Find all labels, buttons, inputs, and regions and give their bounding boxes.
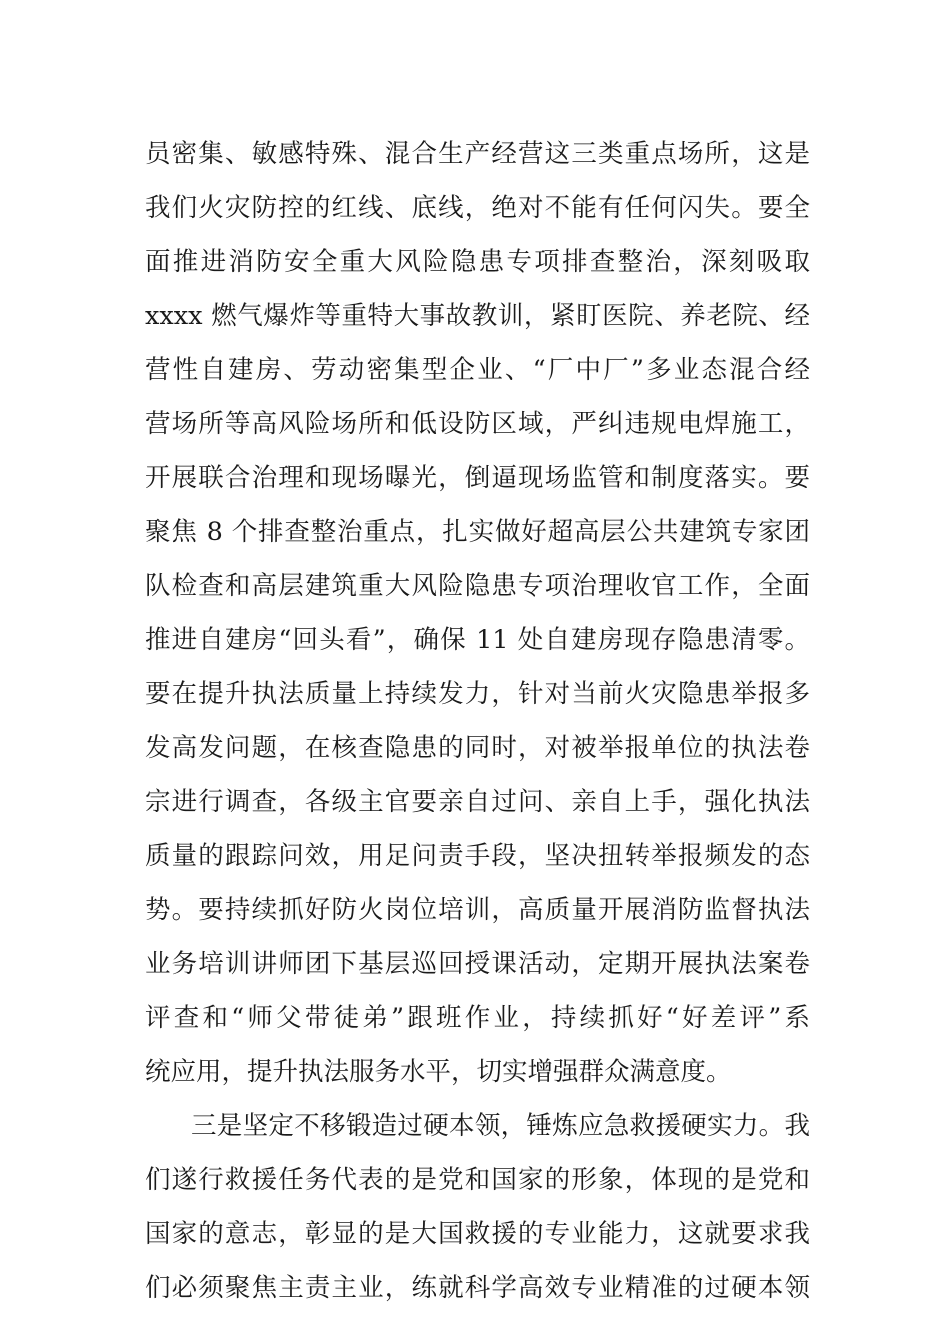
text-line: 统应用，提升执法服务水平，切实增强群众满意度。 <box>145 1057 732 1087</box>
text-line: 业务培训讲师团下基层巡回授课活动，定期开展执法案卷 <box>145 949 810 979</box>
text-line: 推进自建房“回头看”，确保 11 处自建房现存隐患清零。 <box>145 625 810 655</box>
text-line: 质量的跟踪问效，用足问责手段，坚决扭转举报频发的态 <box>145 841 810 871</box>
paragraph <box>145 127 810 1099</box>
paragraph <box>145 1099 810 1315</box>
text-line: xxxx 燃气爆炸等重特大事故教训，紧盯医院、养老院、经 <box>145 301 810 331</box>
text-line: 营性自建房、劳动密集型企业、“厂中厂”多业态混合经 <box>145 355 810 385</box>
text-line: 势。要持续抓好防火岗位培训，高质量开展消防监督执法 <box>145 895 810 925</box>
text-line: 开展联合治理和现场曝光，倒逼现场监管和制度落实。要 <box>145 463 810 493</box>
text-line: 们必须聚焦主责主业，练就科学高效专业精准的过硬本领 <box>145 1273 810 1303</box>
text-line: 评查和“师父带徒弟”跟班作业，持续抓好“好差评”系 <box>145 1003 810 1033</box>
text-line: 要在提升执法质量上持续发力，针对当前火灾隐患举报多 <box>145 679 810 709</box>
text-line: 宗进行调查，各级主官要亲自过问、亲自上手，强化执法 <box>145 787 810 817</box>
text-line: 员密集、敏感特殊、混合生产经营这三类重点场所，这是 <box>145 139 810 169</box>
text-line: 们遂行救援任务代表的是党和国家的形象，体现的是党和 <box>145 1165 810 1195</box>
text-line: 发高发问题，在核查隐患的同时，对被举报单位的执法卷 <box>145 733 810 763</box>
text-line: 我们火灾防控的红线、底线，绝对不能有任何闪失。要全 <box>145 193 810 223</box>
text-line: 面推进消防安全重大风险隐患专项排查整治，深刻吸取 <box>145 247 810 277</box>
text-line: 国家的意志，彰显的是大国救援的专业能力，这就要求我 <box>145 1219 810 1249</box>
text-line: 聚焦 8 个排查整治重点，扎实做好超高层公共建筑专家团 <box>145 517 810 547</box>
text-line: 三是坚定不移锻造过硬本领，锤炼应急救援硬实力。我 <box>191 1111 810 1141</box>
text-line: 队检查和高层建筑重大风险隐患专项治理收官工作，全面 <box>145 571 810 601</box>
document-body <box>145 127 810 1315</box>
text-line: 营场所等高风险场所和低设防区域，严纠违规电焊施工， <box>145 409 810 439</box>
